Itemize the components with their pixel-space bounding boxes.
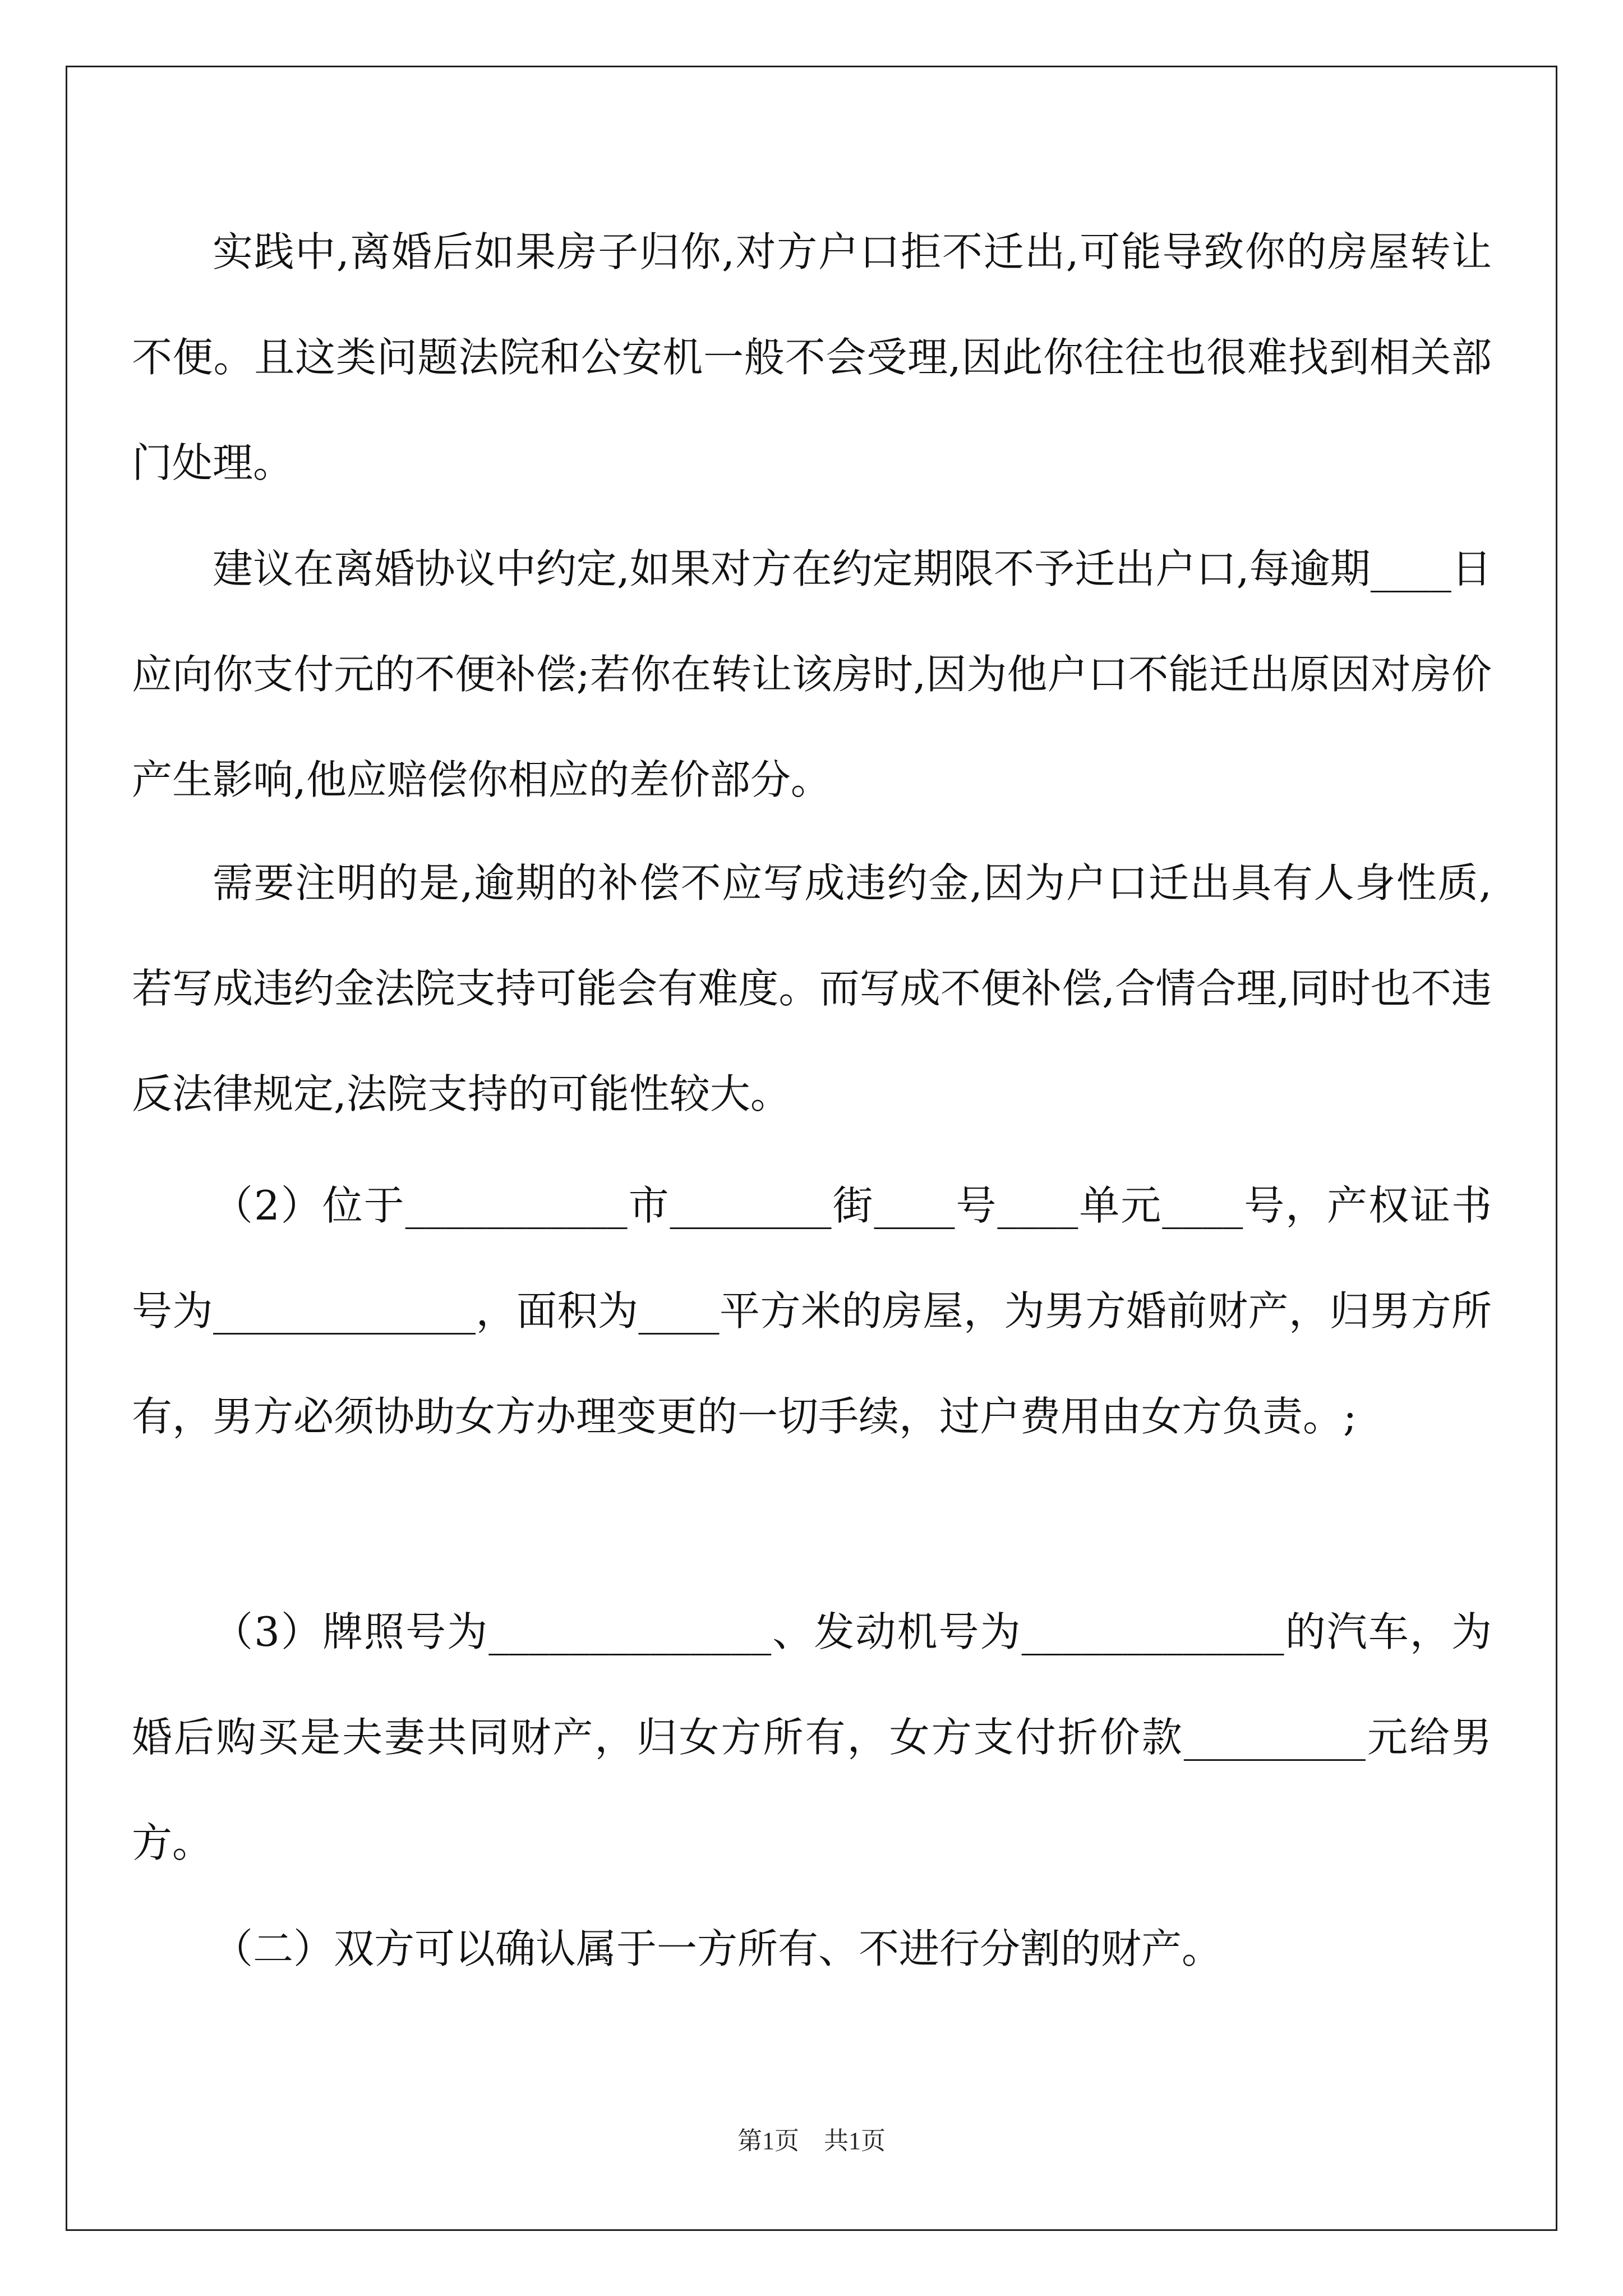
page-footer: 第1页 共1页: [737, 2127, 886, 2155]
paragraph-6: （二）双方可以确认属于一方所有、不进行分割的财产。: [213, 1925, 1223, 1972]
paragraph-5: （3）牌照号为______________、发动机号为_____________的汽车，为婚后购买是夫妻共同财产，归女方所有，女方支付折价款_________元给男方。: [132, 1608, 1492, 1866]
paragraph-2: 建议在离婚协议中约定,如果对方在约定期限不予迁出户口,每逾期____日应向你支付元的不便补偿;若你在转让该房时,因为他户口不能迁出原因对房价产生影响,他应赔偿你相应的差价部分。: [132, 545, 1492, 803]
paragraph-3: 需要注明的是,逾期的补偿不应写成违约金,因为户口迁出具有人身性质,若写成违约金法院支持可能会有难度。而写成不便补偿,合情合理,同时也不违反法律规定,法院支持的可能性较大。: [132, 859, 1492, 1117]
paragraph-4: （2）位于___________市________街____号____单元____号，产权证书号为_____________，面积为____平方米的房屋，为男方婚前财产，归男方所有，男方必须协助女方办理变更的一切手续，过户费用由女方负责。;: [132, 1182, 1492, 1440]
paragraph-1: 实践中,离婚后如果房子归你,对方户口拒不迁出,可能导致你的房屋转让不便。且这类问题法院和公安机一般不会受理,因此你往往也很难找到相关部门处理。: [132, 228, 1492, 486]
